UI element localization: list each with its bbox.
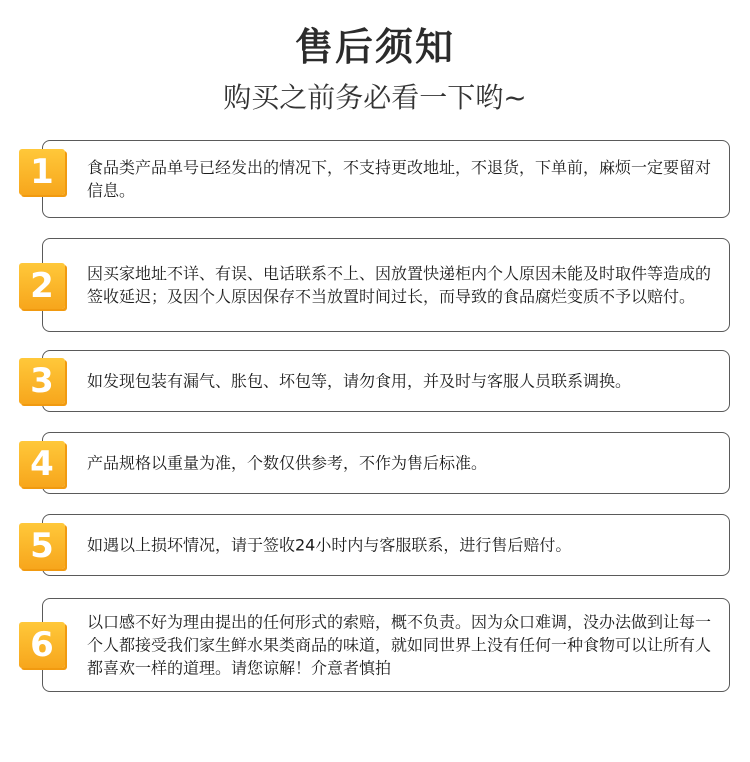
notice-item-1: [0, 140, 750, 218]
notice-item-5: [0, 514, 750, 576]
page-subtitle: 购买之前务必看一下哟~: [223, 81, 527, 114]
notice-number-badge: 3: [19, 358, 65, 404]
notice-text: 以口感不好为理由提出的任何形式的索赔，概不负责。因为众口难调，没办法做到让每一个人都接受我们家生鲜水果类商品的味道，就如同世界上没有任何一种食物可以让所有人都喜欢一样的道理。请您谅解！介意者慎拍: [87, 612, 712, 678]
notice-card: [42, 514, 730, 576]
notice-card: [42, 140, 730, 218]
notice-text: 因买家地址不详、有误、电话联系不上、因放置快递柜内个人原因未能及时取件等造成的签收延迟；及因个人原因保存不当放置时间过长，而导致的食品腐烂变质不予以赔付。: [87, 264, 712, 306]
notice-text: 如发现包装有漏气、胀包、坏包等，请勿食用，并及时与客服人员联系调换。: [87, 371, 632, 391]
notice-card: [42, 350, 730, 412]
notice-item-2: [0, 238, 750, 332]
notice-text: 食品类产品单号已经发出的情况下，不支持更改地址，不退货，下单前，麻烦一定要留对信息。: [87, 158, 712, 200]
notice-number-badge: 2: [19, 263, 65, 309]
notice-item-3: [0, 350, 750, 412]
notice-text: 产品规格以重量为准，个数仅供参考，不作为售后标准。: [87, 453, 488, 473]
notice-text: 如遇以上损坏情况，请于签收24小时内与客服联系，进行售后赔付。: [87, 535, 572, 555]
notice-card: [42, 432, 730, 494]
notice-item-4: [0, 432, 750, 494]
notice-number-badge: 1: [19, 149, 65, 195]
notice-number-badge: 6: [19, 622, 65, 668]
notice-item-6: [0, 598, 750, 692]
page-title: 售后须知: [294, 25, 455, 69]
notice-number-badge: 4: [19, 441, 65, 487]
notice-card: [42, 238, 730, 332]
notice-number-badge: 5: [19, 523, 65, 569]
notice-card: [42, 598, 730, 692]
